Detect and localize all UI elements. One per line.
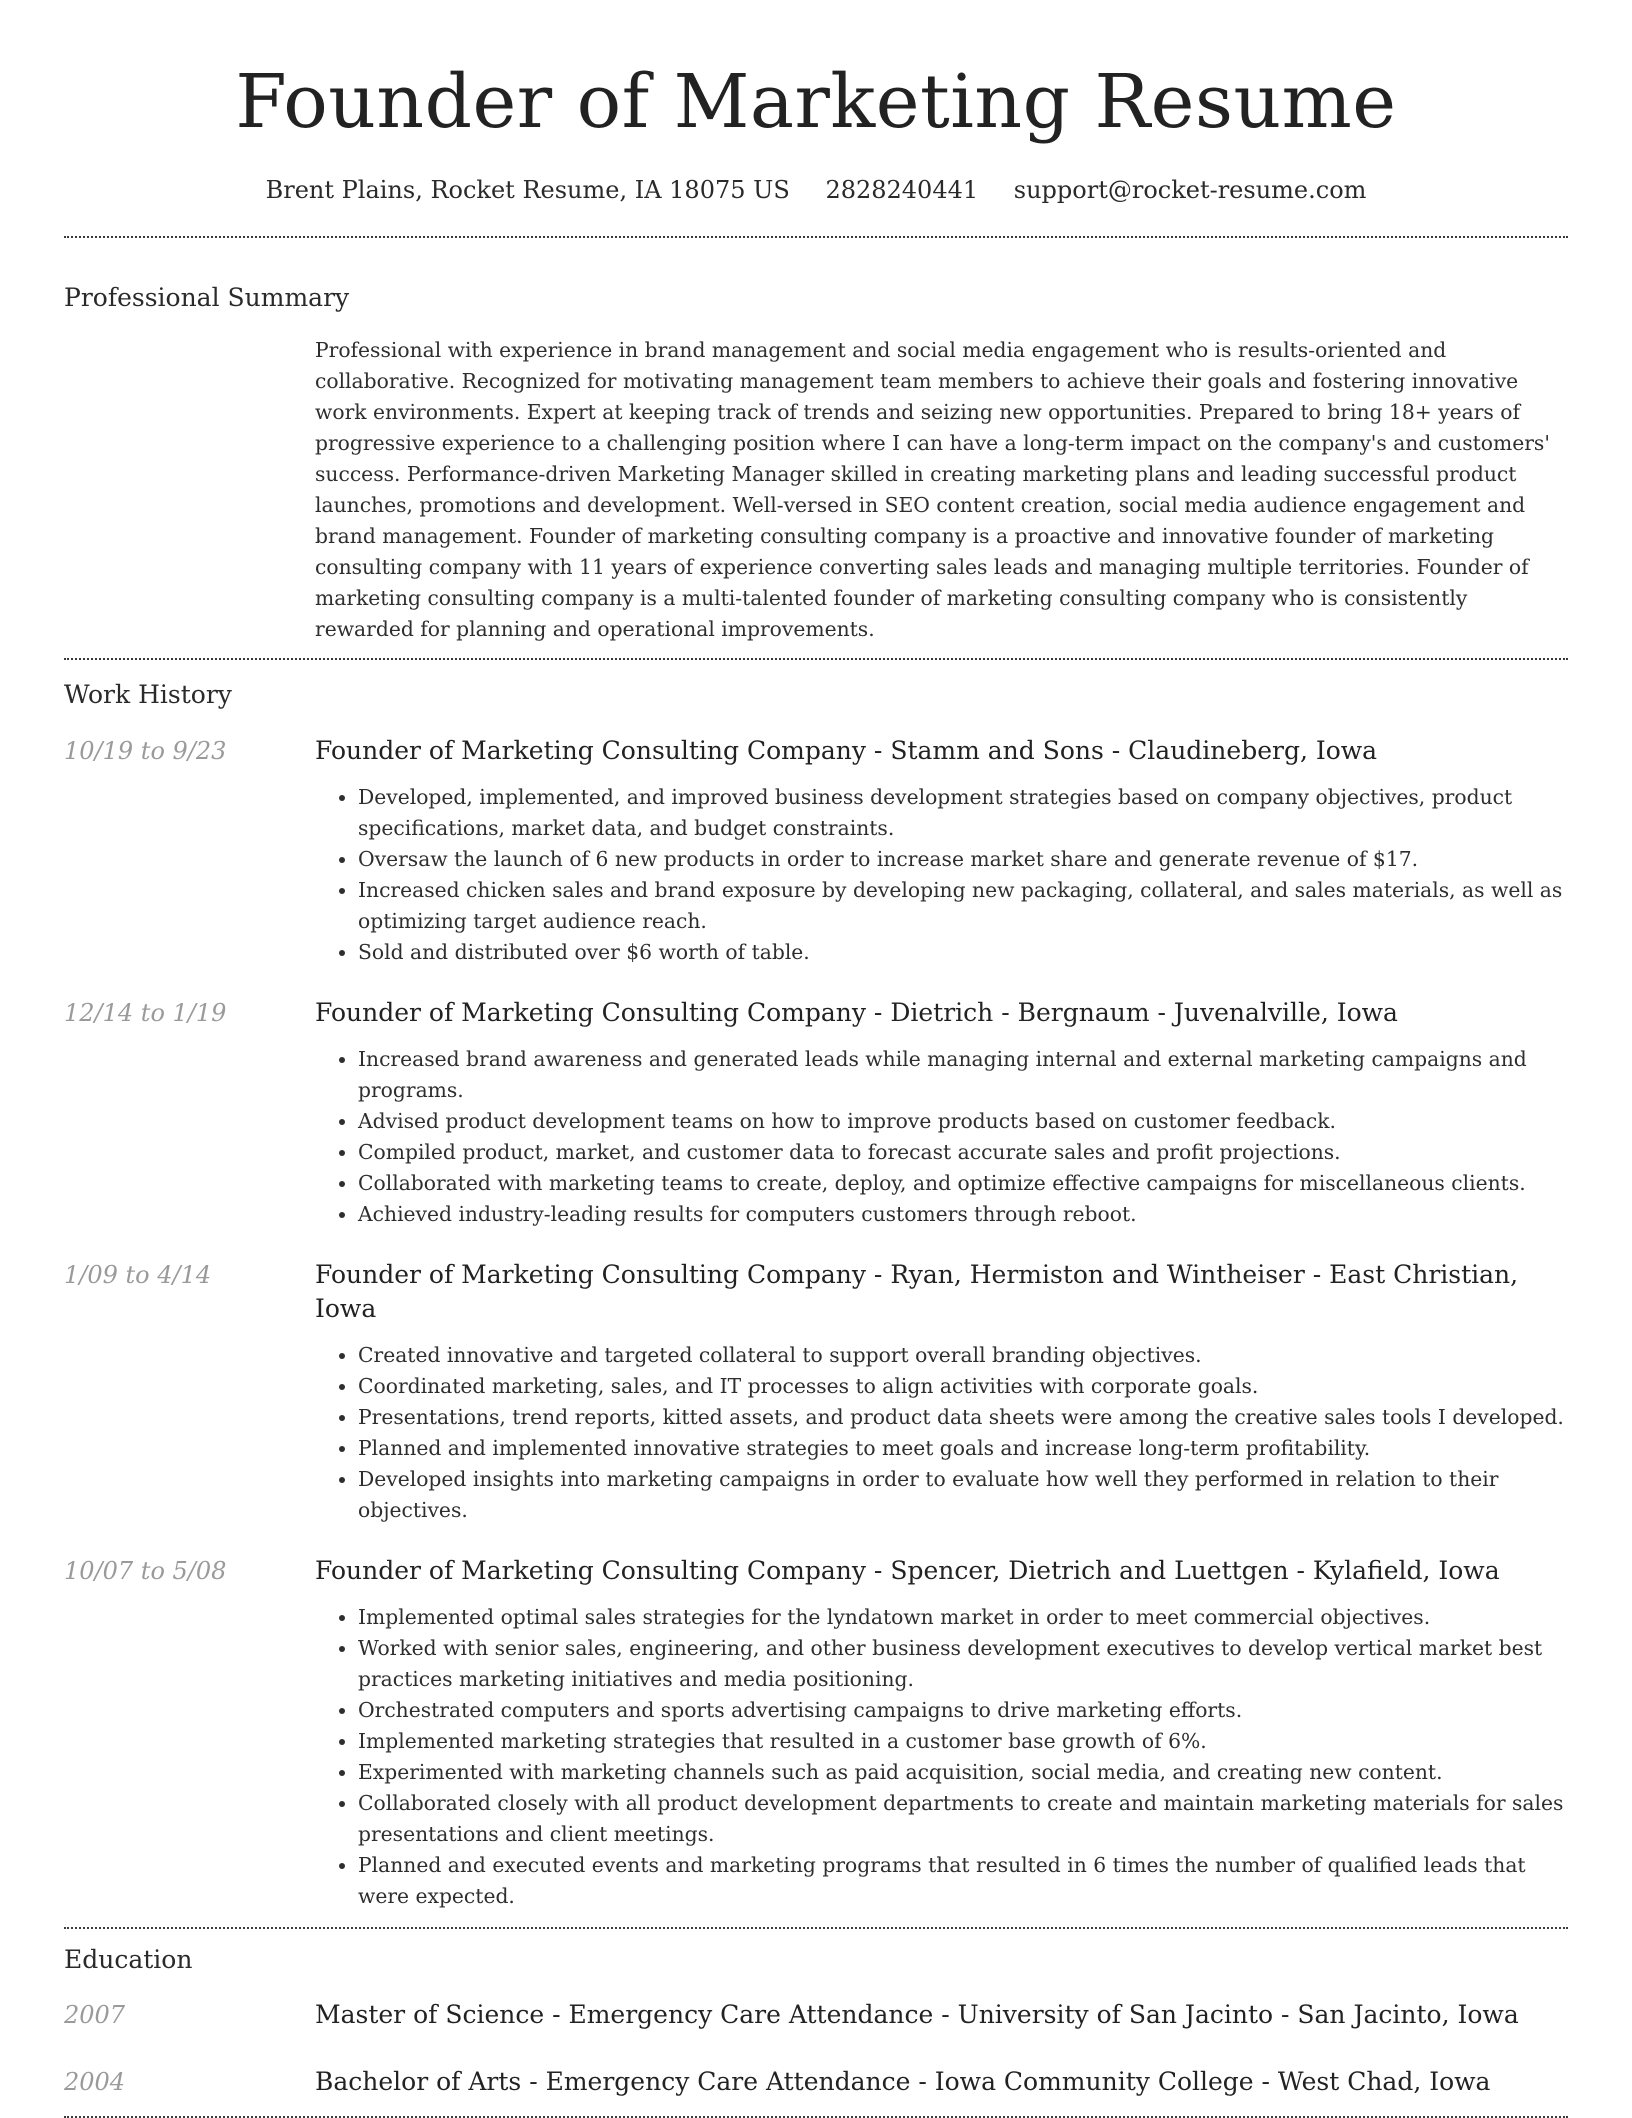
- job-entry: [64, 1258, 1568, 1526]
- job-body: [315, 1258, 1568, 1526]
- job-bullet: • Developed insights into marketing campaigns in order to evaluate how well they performed in relation to their objectives.: [358, 1464, 1568, 1526]
- job-title: Founder of Marketing Consulting Company - Ryan, Hermiston and Wintheiser - East Christian, Iowa: [315, 1260, 1519, 1323]
- job-date: 10/07 to 5/08: [64, 1557, 227, 1585]
- education-degree: Master of Science - Emergency Care Attendance - University of San Jacinto - San Jacinto, Iowa: [315, 2000, 1519, 2029]
- divider: [64, 236, 1568, 238]
- summary-heading: Professional Summary: [64, 283, 350, 312]
- education-body: [315, 1998, 1568, 2032]
- job-bullet: • Experimented with marketing channels such as paid acquisition, social media, and creating new content.: [358, 1757, 1568, 1788]
- job-bullets: [315, 1602, 1568, 1912]
- job-bullet: • Presentations, trend reports, kitted assets, and product data sheets were among the creative sales tools I developed.: [358, 1402, 1568, 1433]
- job-entry: [64, 734, 1568, 968]
- job-date: 10/19 to 9/23: [64, 737, 227, 765]
- job-bullet: • Developed, implemented, and improved business development strategies based on company objectives, product specifications, market data, and budget constraints.: [358, 782, 1568, 844]
- job-title: Founder of Marketing Consulting Company - Dietrich - Bergnaum - Juvenalville, Iowa: [315, 998, 1398, 1027]
- education-year: 2004: [64, 2068, 126, 2096]
- job-title: Founder of Marketing Consulting Company - Spencer, Dietrich and Luettgen - Kylafield, Iowa: [315, 1556, 1500, 1585]
- job-date: 1/09 to 4/14: [64, 1261, 212, 1289]
- job-bullet: • Compiled product, market, and customer data to forecast accurate sales and profit projections.: [358, 1137, 1568, 1168]
- contact-phone: 2828240441: [825, 176, 979, 204]
- job-bullet: • Created innovative and targeted collateral to support overall branding objectives.: [358, 1340, 1568, 1371]
- job-bullet: • Advised product development teams on how to improve products based on customer feedback.: [358, 1106, 1568, 1137]
- resume-title: Founder of Marketing Resume: [235, 59, 1397, 145]
- education-degree: Bachelor of Arts - Emergency Care Attendance - Iowa Community College - West Chad, Iowa: [315, 2067, 1491, 2096]
- job-bullet: • Increased brand awareness and generated leads while managing internal and external marketing campaigns and programs.: [358, 1044, 1568, 1106]
- job-bullet: • Sold and distributed over $6 worth of table.: [358, 937, 1568, 968]
- job-bullet: • Coordinated marketing, sales, and IT processes to align activities with corporate goals.: [358, 1371, 1568, 1402]
- summary-text: Professional with experience in brand management and social media engagement who is results-oriented and collaborative. Recognized for motivating management team members to achieve their goals and fostering innovative work environments. Expert at keeping track of trends and seizing new opportunities. Prepared to bring 18+ years of progressive experience to a challenging position where I can have a long-term impact on the company's and customers' success. Performance-driven Marketing Manager skilled in creating marketing plans and leading successful product launches, promotions and development. Well-versed in SEO content creation, social media audience engagement and brand management. Founder of marketing consulting company is a proactive and innovative founder of marketing consulting company with 11 years of experience converting sales leads and managing multiple territories. Founder of marketing consulting company is a multi-talented founder of marketing consulting company who is consistently rewarded for planning and operational improvements.: [315, 338, 1550, 641]
- job-date: 12/14 to 1/19: [64, 999, 227, 1027]
- job-bullet: • Implemented marketing strategies that resulted in a customer base growth of 6%.: [358, 1726, 1568, 1757]
- job-body: [315, 734, 1568, 968]
- job-body: [315, 996, 1568, 1230]
- job-bullet: • Collaborated with marketing teams to create, deploy, and optimize effective campaigns for miscellaneous clients.: [358, 1168, 1568, 1199]
- education-body: [315, 2065, 1568, 2099]
- education-entry: [64, 2065, 1568, 2099]
- job-bullet: • Oversaw the launch of 6 new products in order to increase market share and generate revenue of $17.: [358, 844, 1568, 875]
- contact-line: [64, 172, 1568, 208]
- job-bullets: [315, 1340, 1568, 1526]
- education-entry: [64, 1998, 1568, 2032]
- education-heading: Education: [64, 1945, 193, 1974]
- job-bullet: • Orchestrated computers and sports advertising campaigns to drive marketing efforts.: [358, 1695, 1568, 1726]
- divider: [64, 658, 1568, 660]
- job-bullet: • Collaborated closely with all product development departments to create and maintain marketing materials for sales presentations and client meetings.: [358, 1788, 1568, 1850]
- job-bullets: [315, 1044, 1568, 1230]
- education-year: 2007: [64, 2001, 126, 2029]
- job-bullet: • Increased chicken sales and brand exposure by developing new packaging, collateral, and sales materials, as well as optimizing target audience reach.: [358, 875, 1568, 937]
- job-bullet: • Worked with senior sales, engineering, and other business development executives to develop vertical market best practices marketing initiatives and media positioning.: [358, 1633, 1568, 1695]
- job-bullet: • Planned and executed events and marketing programs that resulted in 6 times the number of qualified leads that were expected.: [358, 1850, 1568, 1912]
- contact-email: support@rocket-resume.com: [1013, 176, 1367, 204]
- job-bullet: • Achieved industry-leading results for computers customers through reboot.: [358, 1199, 1568, 1230]
- job-title: Founder of Marketing Consulting Company - Stamm and Sons - Claudineberg, Iowa: [315, 736, 1378, 765]
- job-entry: [64, 1554, 1568, 1912]
- job-bullet: • Implemented optimal sales strategies for the lyndatown market in order to meet commercial objectives.: [358, 1602, 1568, 1633]
- contact-address: Brent Plains, Rocket Resume, IA 18075 US: [265, 176, 790, 204]
- job-bullet: • Planned and implemented innovative strategies to meet goals and increase long-term profitability.: [358, 1433, 1568, 1464]
- job-entry: [64, 996, 1568, 1230]
- divider: [64, 1927, 1568, 1929]
- job-body: [315, 1554, 1568, 1912]
- work-history-heading: Work History: [64, 680, 232, 709]
- job-bullets: [315, 782, 1568, 968]
